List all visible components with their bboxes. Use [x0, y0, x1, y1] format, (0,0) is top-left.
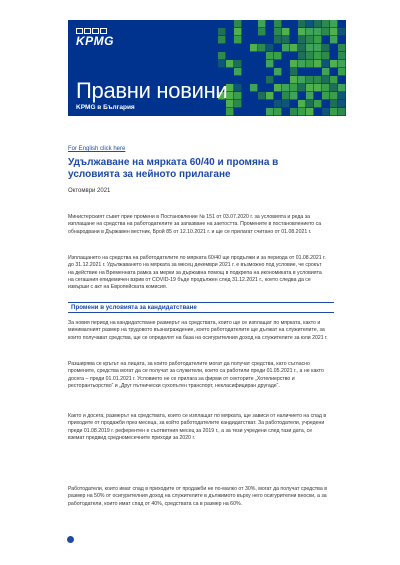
- pattern-tile: [226, 108, 233, 115]
- pattern-tile: [218, 60, 225, 67]
- kpmg-logo: KPMG: [76, 34, 114, 48]
- pattern-tile: [234, 92, 241, 99]
- section-heading: Промени в условията за кандидатстване: [68, 302, 334, 313]
- pattern-tile: [274, 28, 281, 35]
- pattern-tile: [298, 84, 305, 91]
- pattern-tile: [290, 28, 297, 35]
- pattern-tile: [338, 92, 345, 99]
- pattern-tile: [330, 60, 337, 67]
- pattern-tile: [306, 28, 313, 35]
- pattern-tile: [282, 52, 289, 59]
- pattern-tile: [290, 92, 297, 99]
- pattern-tile: [306, 108, 313, 115]
- pattern-tile: [322, 36, 329, 43]
- pattern-tile: [322, 28, 329, 35]
- pattern-tile: [314, 100, 321, 107]
- pattern-tile: [338, 68, 345, 75]
- pattern-tile: [322, 60, 329, 67]
- pattern-tile: [290, 44, 297, 51]
- pattern-tile: [298, 20, 305, 27]
- pattern-tile: [242, 84, 249, 91]
- banner-pattern: [218, 20, 346, 116]
- pattern-tile: [330, 52, 337, 59]
- pattern-tile: [338, 28, 345, 35]
- pattern-tile: [290, 68, 297, 75]
- pattern-tile: [274, 68, 281, 75]
- pattern-tile: [274, 36, 281, 43]
- pattern-tile: [306, 84, 313, 91]
- pattern-tile: [298, 36, 305, 43]
- pattern-tile: [322, 100, 329, 107]
- pattern-tile: [234, 28, 241, 35]
- pattern-tile: [282, 84, 289, 91]
- pattern-tile: [234, 100, 241, 107]
- pattern-tile: [298, 44, 305, 51]
- pattern-tile: [290, 84, 297, 91]
- newsletter-subtitle: KPMG в България: [76, 104, 135, 111]
- pattern-tile: [290, 60, 297, 67]
- pattern-tile: [290, 108, 297, 115]
- pattern-tile: [234, 84, 241, 91]
- pattern-tile: [282, 28, 289, 35]
- pattern-tile: [250, 84, 257, 91]
- pattern-tile: [314, 36, 321, 43]
- pattern-tile: [266, 108, 273, 115]
- pattern-tile: [330, 76, 337, 83]
- pattern-tile: [274, 100, 281, 107]
- page-marker-dot: [67, 536, 74, 543]
- pattern-tile: [330, 68, 337, 75]
- pattern-tile: [298, 100, 305, 107]
- pattern-tile: [322, 20, 329, 27]
- pattern-tile: [258, 28, 265, 35]
- article-title: Удължаване на мярката 60/40 и промяна в условията за нейното прилагане: [68, 157, 279, 180]
- pattern-tile: [322, 92, 329, 99]
- pattern-tile: [330, 44, 337, 51]
- pattern-tile: [218, 36, 225, 43]
- pattern-tile: [314, 44, 321, 51]
- pattern-tile: [306, 92, 313, 99]
- pattern-tile: [338, 100, 345, 107]
- pattern-tile: [234, 60, 241, 67]
- pattern-tile: [282, 100, 289, 107]
- pattern-tile: [258, 20, 265, 27]
- pattern-tile: [298, 28, 305, 35]
- pattern-tile: [306, 60, 313, 67]
- pattern-tile: [234, 68, 241, 75]
- pattern-tile: [314, 84, 321, 91]
- pattern-tile: [258, 52, 265, 59]
- pattern-tile: [314, 52, 321, 59]
- pattern-tile: [290, 76, 297, 83]
- pattern-tile: [322, 108, 329, 115]
- pattern-tile: [338, 52, 345, 59]
- pattern-tile: [338, 44, 345, 51]
- pattern-tile: [250, 44, 257, 51]
- pattern-tile: [322, 84, 329, 91]
- pattern-tile: [266, 76, 273, 83]
- intro-paragraph-1: Министерският съвет прие промени в Постановление № 151 от 03.07.2020 г. за условията и реда за изплащане на средства на работодателите за запазване на заетостта. Промените в постановлението са обнародвани в Държавен вестник, Брой 85 от 12.10.2021 г. и ще се прилагат считано от 01.08.2021 г.: [68, 214, 322, 235]
- pattern-tile: [314, 60, 321, 67]
- pattern-tile: [338, 84, 345, 91]
- pattern-tile: [298, 76, 305, 83]
- pattern-tile: [282, 44, 289, 51]
- section-paragraph-1: За новия период на кандидатстване размерът на средствата, които ще се изплащат по мярката, както и минималният размер на трудовото възнаграждение, което работодателите ще дължат на служителите, за които получават средства, ще се определят на база на осигурителния доход на служителите за юли 2021 г.: [68, 320, 328, 341]
- pattern-tile: [274, 52, 281, 59]
- section-paragraph-3: Както и досега, размерът на средствата, които се изплащат по мярката, ще зависи от наличието на спад в приходите от продажби през месеца, за който работодателите кандидатстват. За работодатели, учредени преди 01.08.2019 г. референтен е съответния месец за 2019 г., а за тези учредени след тази дата, се вземат предвид средномесечните приходи за 2020 г.: [68, 413, 327, 441]
- pattern-tile: [266, 60, 273, 67]
- pattern-tile: [330, 100, 337, 107]
- pattern-tile: [298, 60, 305, 67]
- pattern-tile: [266, 92, 273, 99]
- pattern-tile: [306, 100, 313, 107]
- pattern-tile: [314, 76, 321, 83]
- pattern-tile: [330, 20, 337, 27]
- pattern-tile: [298, 52, 305, 59]
- pattern-tile: [282, 92, 289, 99]
- pattern-tile: [314, 28, 321, 35]
- pattern-tile: [306, 36, 313, 43]
- pattern-tile: [330, 92, 337, 99]
- pattern-tile: [322, 76, 329, 83]
- pattern-tile: [258, 44, 265, 51]
- pattern-tile: [234, 20, 241, 27]
- pattern-tile: [306, 76, 313, 83]
- pattern-tile: [314, 20, 321, 27]
- intro-paragraph-2: Изплащането на средства на работодателите по мярката 60/40 ще продължи и за периода от 01.08.2021 г. до 31.12.2021 г. Удължаването на мярката за месец декември 2021 г. е възможно под условие, че срокът на действие на Временната рамка за мерки за държавна помощ в подкрепа на икономиката в условията на сегашния епидемичен взрив от COVID-19 бъде продължен след 31.12.2021 г., което следва да се извърши с акт на Европейската комисия.: [68, 255, 326, 291]
- pattern-tile: [338, 108, 345, 115]
- pattern-tile: [258, 60, 265, 67]
- pattern-tile: [306, 52, 313, 59]
- pattern-tile: [274, 20, 281, 27]
- pattern-tile: [274, 92, 281, 99]
- pattern-tile: [282, 36, 289, 43]
- pattern-tile: [322, 68, 329, 75]
- pattern-tile: [250, 60, 257, 67]
- section-paragraph-2: Разширява се кръгът на лицата, за които работодателите могат да получат средства, като съгласно промените, средства могат да се получат за служители, които са работили преди 01.05.2021 г., а не както досега – преди 01.01.2021 г. Условието не се прилага за фирми от секторите „Хотелиерство и ресторантьорство“ и „Друг пътнически сухопътен транспорт, некласифициран другаде“.: [68, 361, 324, 389]
- pattern-tile: [266, 84, 273, 91]
- pattern-tile: [266, 44, 273, 51]
- pattern-tile: [330, 84, 337, 91]
- pattern-tile: [218, 52, 225, 59]
- pattern-tile: [226, 60, 233, 67]
- newsletter-title: Правни новини: [76, 78, 228, 103]
- pattern-tile: [322, 52, 329, 59]
- pattern-tile: [234, 36, 241, 43]
- pattern-tile: [330, 108, 337, 115]
- section-paragraph-4: Работодатели, които имат спад в приходите от продажби не по-малко от 30%, могат да получат средства в размер на 50% от осигурителния доход на служителите в дължимото върху него осигурителни вноски, а за работодатели, които имат спад от 40%, средствата са в размер на 60%.: [68, 486, 327, 507]
- pattern-tile: [274, 84, 281, 91]
- pattern-tile: [266, 52, 273, 59]
- pattern-tile: [322, 44, 329, 51]
- pattern-tile: [330, 28, 337, 35]
- pattern-tile: [330, 36, 337, 43]
- pattern-tile: [338, 60, 345, 67]
- pattern-tile: [274, 108, 281, 115]
- pattern-tile: [306, 44, 313, 51]
- pattern-tile: [258, 92, 265, 99]
- english-version-link[interactable]: For English click here: [68, 146, 126, 152]
- header-banner: [68, 20, 346, 116]
- pattern-tile: [218, 28, 225, 35]
- pattern-tile: [298, 108, 305, 115]
- article-date: Октомври 2021: [68, 188, 111, 194]
- pattern-tile: [306, 20, 313, 27]
